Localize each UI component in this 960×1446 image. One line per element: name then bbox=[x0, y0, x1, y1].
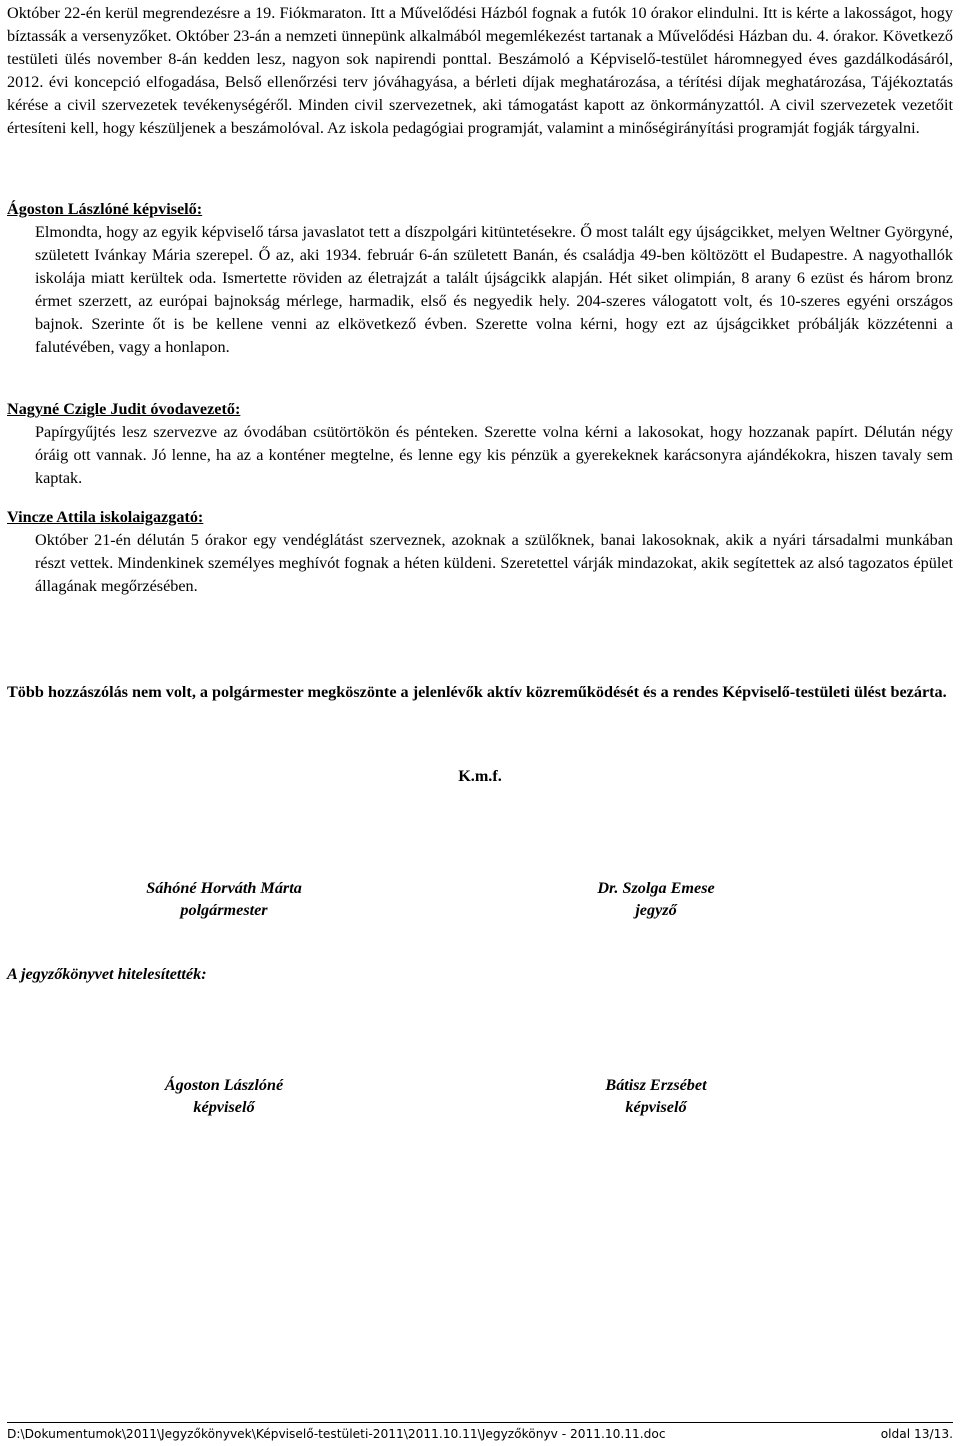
signatory-name: Bátisz Erzsébet bbox=[605, 1076, 707, 1094]
signature-validator-2 bbox=[506, 1074, 806, 1118]
speaker-name: Vincze Attila iskolaigazgató: bbox=[7, 508, 204, 526]
signatory-name: Ágoston Lászlóné bbox=[164, 1076, 284, 1094]
footer-file-path: D:\Dokumentumok\2011\Jegyzőkönyvek\Képviselő-testületi-2011\2011.10.11\Jegyzőkönyv - 2011.10.11.doc bbox=[7, 1427, 666, 1441]
speaker-block-agoston bbox=[7, 198, 953, 359]
signatory-role: polgármester bbox=[180, 901, 268, 919]
speaker-text: Október 21-én délután 5 órakor egy vendéglátást szerveznek, azoknak a szülőknek, banai lakosoknak, akik a nyári társadalmi munkában részt vettek. Mindenkinek személyes meghívót fognak a héten küldeni. Szeretettel várják mindazokat, akik segítettek az alsó tagozatos épület állagának megőrzésében. bbox=[35, 531, 953, 595]
kmf-label: K.m.f. bbox=[458, 767, 502, 785]
speaker-block-vincze bbox=[7, 506, 953, 598]
speaker-text: Papírgyűjtés lesz szervezve az óvodában csütörtökön és pénteken. Szerette volna kérni a lakosokat, hogy hozzanak papírt. Délután négy óráig ott vannak. Jó lenne, ha az a konténer megtelne, és lenne egy kis pénzük a gyerekeknek karácsonyra ajándékokra, hiszen tavaly sem kaptak. bbox=[35, 423, 953, 487]
speaker-text: Elmondta, hogy az egyik képviselő társa javaslatot tett a díszpolgári kitüntetésekre. Ő most talált egy újságcikket, melyen Weltner Györgyné, született Ivánkay Mária szerepel. Ő az, aki 1934. február 6-án született Banán, és családja 49-ben költözött el Budapestre. A nagyothallók iskolája miatt kerültek oda. Ismertette röviden az életrajzát a talált újságcikk alapján. Hét siket olimpián, 8 arany 6 ezüst és három bronz érmet szerzett, az európai bajnokság mérlege, harmadik, első és negyedik hely. 204-szeres válogatott volt, és 10-szeres egyéni országos bajnok. Szerinte őt is be kellene venni az elkövetkező évben. Szerette volna kérni, hogy ezt az újságcikket próbálják közzétenni a falutévében, vagy a honlapon. bbox=[35, 223, 953, 356]
signatory-role: képviselő bbox=[193, 1098, 255, 1116]
signature-mayor bbox=[74, 877, 374, 921]
intro-paragraph: Október 22-én kerül megrendezésre a 19. Fiókmaraton. Itt a Művelődési Házból fognak a futók 10 órakor elindulni. Itt is kérte a lakosságot, hogy bíztassák a versenyzőket. Október 23-án a nemzeti ünnepünk alkalmából megemlékezést tartanak a Művelődési Házban du. 4. órakor. Következő testületi ülés november 8-án kedden lesz, nagyon sok napirendi ponttal. Beszámoló a Képviselő-testület háromnegyed éves gazdálkodásáról, 2012. évi koncepció elfogadása, Belső ellenőrzési terv jóváhagyása, a bérleti díjak meghatározása, a térítési díjak meghatározása, Tájékoztatás kérése a civil szervezetek tevékenységéről. Minden civil szervezetnek, aki támogatást kapott az önkormányzattól. A civil szervezetek vezetőit értesíteni kell, hogy készüljenek a beszámolóval. Az iskola pedagógiai programját, valamint a minőségirányítási programját fogják tárgyalni. bbox=[7, 4, 953, 137]
signature-notary bbox=[506, 877, 806, 921]
footer-page-number: oldal 13/13. bbox=[880, 1427, 953, 1441]
intro-section bbox=[7, 2, 953, 140]
signatory-name: Dr. Szolga Emese bbox=[597, 879, 715, 897]
speaker-block-nagyne bbox=[7, 398, 953, 490]
footer-divider bbox=[7, 1422, 953, 1423]
signatory-name: Sáhóné Horváth Márta bbox=[146, 879, 302, 897]
signatory-role: képviselő bbox=[625, 1098, 687, 1116]
authenticated-label: A jegyzőkönyvet hitelesítették: bbox=[7, 965, 207, 983]
closing-statement: Több hozzászólás nem volt, a polgármester megköszönte a jelenlévők aktív közreműködését és a rendes Képviselő-testületi ülést bezárta. bbox=[7, 683, 947, 701]
speaker-name: Ágoston Lászlóné képviselő: bbox=[7, 200, 203, 218]
signatory-role: jegyző bbox=[635, 901, 677, 919]
speaker-name: Nagyné Czigle Judit óvodavezető: bbox=[7, 400, 241, 418]
signature-validator-1 bbox=[74, 1074, 374, 1118]
